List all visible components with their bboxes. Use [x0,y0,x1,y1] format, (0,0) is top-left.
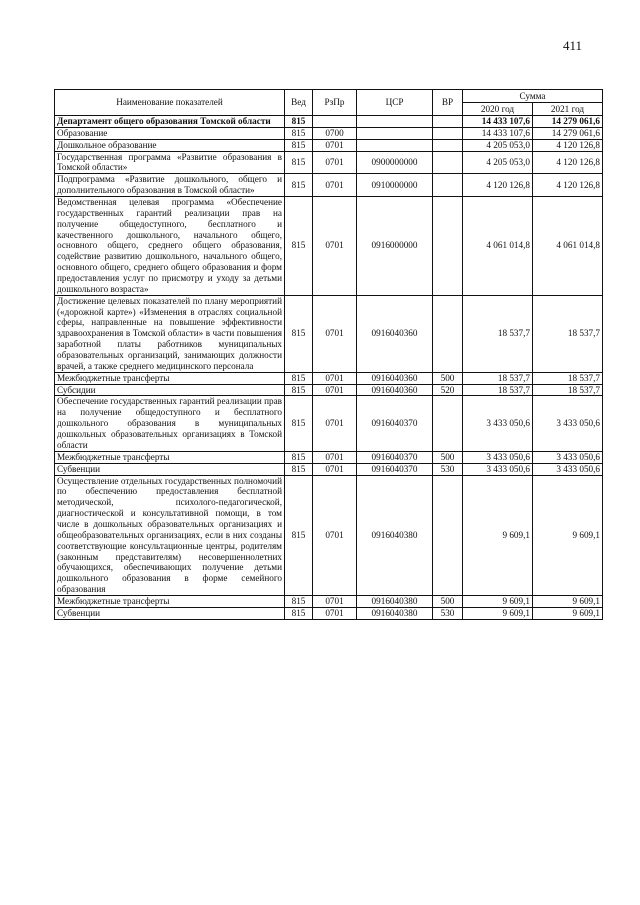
table-row [55,174,603,197]
row-vr: 500 [433,595,463,607]
row-csr: 0916040360 [357,384,433,396]
row-vr [433,139,463,151]
row-ved: 815 [285,295,313,372]
row-sum-2021: 18 537,7 [533,295,603,372]
header-ved: Вед [285,90,313,116]
row-ved: 815 [285,116,313,128]
row-sum-2021: 4 120 126,8 [533,139,603,151]
header-rzpr: РзПр [313,90,357,116]
row-csr: 0916040370 [357,396,433,451]
row-sum-2020: 4 120 126,8 [463,174,533,197]
header-year-2020: 2020 год [463,103,533,116]
row-csr: 0916040370 [357,451,433,463]
row-sum-2021: 4 120 126,8 [533,174,603,197]
row-ved: 815 [285,174,313,197]
table-row [55,475,603,595]
row-csr: 0916040380 [357,595,433,607]
table-row [55,197,603,296]
row-rzpr: 0701 [313,197,357,296]
row-sum-2020: 9 609,1 [463,475,533,595]
table-body [55,116,603,620]
row-sum-2021: 4 061 014,8 [533,197,603,296]
row-rzpr: 0701 [313,451,357,463]
row-sum-2020: 18 537,7 [463,372,533,384]
header-year-2021: 2021 год [533,103,603,116]
table-row [55,372,603,384]
row-rzpr: 0701 [313,396,357,451]
row-sum-2020: 9 609,1 [463,607,533,619]
row-sum-2021: 9 609,1 [533,607,603,619]
table-row [55,151,603,174]
row-rzpr: 0701 [313,607,357,619]
table-row [55,116,603,128]
table-row [55,139,603,151]
row-sum-2020: 3 433 050,6 [463,451,533,463]
row-sum-2021: 18 537,7 [533,384,603,396]
row-sum-2020: 14 433 107,6 [463,116,533,128]
row-sum-2021: 4 120 126,8 [533,151,603,174]
row-rzpr: 0700 [313,127,357,139]
row-name: Осуществление отдельных государственных полномочий по обеспечению предоставления бесплатной методической, психолого-педагогической, диагностической и консультативной помощи, в том числе в дошкольных образовательных организациях и общеобразовательных организациях, если в них созданы соответствующие консультационные центры, родителям (законным представителям) несовершеннолетних обучающихся, обеспечивающих получение детьми дошкольного образования в форме семейного образования [55,475,285,595]
table-row [55,463,603,475]
row-vr [433,151,463,174]
row-name: Дошкольное образование [55,139,285,151]
row-ved: 815 [285,475,313,595]
row-csr: 0916040370 [357,463,433,475]
row-ved: 815 [285,139,313,151]
row-csr: 0916040360 [357,295,433,372]
row-vr [433,116,463,128]
row-vr [433,127,463,139]
budget-table [54,89,603,620]
row-name: Межбюджетные трансферты [55,372,285,384]
row-ved: 815 [285,127,313,139]
row-csr: 0916040380 [357,607,433,619]
row-sum-2020: 3 433 050,6 [463,463,533,475]
row-rzpr: 0701 [313,139,357,151]
row-rzpr: 0701 [313,595,357,607]
row-vr: 520 [433,384,463,396]
row-csr: 0900000000 [357,151,433,174]
row-name: Государственная программа «Развитие образования в Томской области» [55,151,285,174]
row-rzpr: 0701 [313,372,357,384]
row-name: Образование [55,127,285,139]
row-sum-2020: 9 609,1 [463,595,533,607]
row-vr [433,197,463,296]
row-name: Субвенции [55,607,285,619]
row-sum-2020: 4 205 053,0 [463,151,533,174]
row-ved: 815 [285,384,313,396]
row-ved: 815 [285,396,313,451]
row-name: Межбюджетные трансферты [55,595,285,607]
page-number: 411 [562,38,582,53]
row-rzpr: 0701 [313,463,357,475]
row-vr [433,396,463,451]
table-row [55,295,603,372]
row-sum-2021: 18 537,7 [533,372,603,384]
row-name: Межбюджетные трансферты [55,451,285,463]
row-name: Достижение целевых показателей по плану мероприятий («дорожной карте») «Изменения в отраслях социальной сферы, направленные на повышение эффективности здравоохранения в Томской области» в части повышения заработной платы работников муниципальных образовательных организаций, занимающих должности врачей, а также среднего медицинского персонала [55,295,285,372]
row-csr: 0916000000 [357,197,433,296]
row-sum-2021: 3 433 050,6 [533,463,603,475]
table-row [55,127,603,139]
row-vr [433,174,463,197]
row-name: Ведомственная целевая программа «Обеспечение государственных гарантий реализации прав на получение общедоступного, бесплатного и качественного дошкольного, начального общего, основного общего, среднего общего образования, содействие развитию дошкольного, начального общего, основного общего, среднего общего образования и форм предоставления услуг по присмотру и уходу за детьми дошкольного возраста» [55,197,285,296]
row-sum-2020: 14 433 107,6 [463,127,533,139]
row-sum-2021: 3 433 050,6 [533,396,603,451]
row-ved: 815 [285,595,313,607]
row-ved: 815 [285,463,313,475]
row-sum-2020: 3 433 050,6 [463,396,533,451]
table-row [55,607,603,619]
row-csr: 0916040380 [357,475,433,595]
row-sum-2020: 18 537,7 [463,384,533,396]
row-rzpr: 0701 [313,151,357,174]
row-name: Субсидии [55,384,285,396]
row-vr: 530 [433,607,463,619]
row-ved: 815 [285,372,313,384]
row-rzpr: 0701 [313,295,357,372]
row-sum-2020: 4 205 053,0 [463,139,533,151]
row-ved: 815 [285,607,313,619]
row-name: Подпрограмма «Развитие дошкольного, общего и дополнительного образования в Томской области» [55,174,285,197]
row-csr [357,127,433,139]
row-sum-2020: 18 537,7 [463,295,533,372]
row-sum-2020: 4 061 014,8 [463,197,533,296]
row-name: Департамент общего образования Томской области [55,116,285,128]
row-rzpr: 0701 [313,174,357,197]
row-ved: 815 [285,451,313,463]
row-sum-2021: 3 433 050,6 [533,451,603,463]
row-sum-2021: 9 609,1 [533,475,603,595]
row-csr: 0910000000 [357,174,433,197]
row-rzpr: 0701 [313,475,357,595]
table-row [55,396,603,451]
row-rzpr [313,116,357,128]
row-csr: 0916040360 [357,372,433,384]
header-sum: Сумма [463,90,603,103]
table-row [55,384,603,396]
row-vr: 530 [433,463,463,475]
row-csr [357,116,433,128]
row-rzpr: 0701 [313,384,357,396]
row-ved: 815 [285,197,313,296]
row-name: Субвенции [55,463,285,475]
row-sum-2021: 14 279 061,6 [533,116,603,128]
row-sum-2021: 9 609,1 [533,595,603,607]
row-ved: 815 [285,151,313,174]
row-vr [433,475,463,595]
header-name: Наименование показателей [55,90,285,116]
header-csr: ЦСР [357,90,433,116]
row-vr: 500 [433,372,463,384]
header-vr: ВР [433,90,463,116]
row-csr [357,139,433,151]
row-vr [433,295,463,372]
row-vr: 500 [433,451,463,463]
row-sum-2021: 14 279 061,6 [533,127,603,139]
table-row [55,595,603,607]
row-name: Обеспечение государственных гарантий реализации прав на получение общедоступного и бесплатного дошкольного образования в муниципальных дошкольных образовательных организациях в Томской области [55,396,285,451]
table-row [55,451,603,463]
